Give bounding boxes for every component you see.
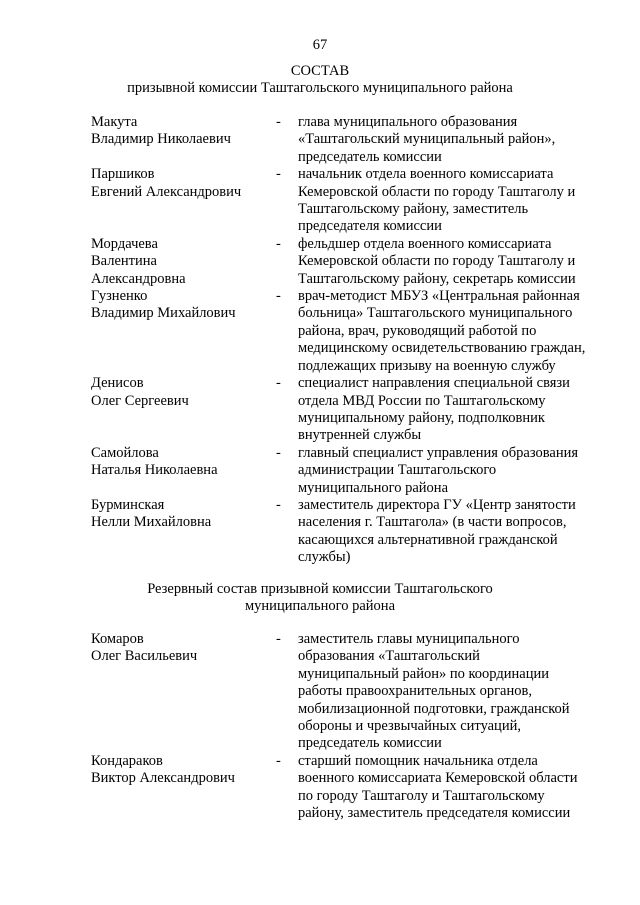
member-entry	[91, 375, 611, 445]
member-role-line: председатель комиссии	[298, 148, 442, 165]
member-name-line: Александровна	[91, 270, 186, 287]
member-name	[91, 753, 276, 823]
member-entry	[91, 631, 611, 753]
member-role	[298, 166, 601, 236]
reserve-members-list	[91, 631, 611, 822]
member-entry	[91, 445, 611, 497]
member-name	[91, 631, 276, 753]
commission-members-list	[91, 114, 611, 567]
member-name-line: Владимир Николаевич	[91, 131, 231, 148]
member-role	[298, 497, 601, 567]
member-name-line: Виктор Александрович	[91, 770, 235, 787]
member-name-line: Самойлова	[91, 444, 159, 461]
member-role-line: Кемеровской области по городу Таштаголу и	[298, 183, 576, 200]
member-role	[298, 375, 601, 445]
member-name	[91, 497, 276, 567]
member-name-line: Денисов	[91, 375, 144, 392]
member-dash: -	[276, 752, 281, 769]
member-role-line: работы правоохранительных органов,	[298, 683, 532, 700]
member-role-line: отдела МВД России по Таштагольскому	[298, 392, 546, 409]
member-role-line: района, врач, руководящий работой по	[298, 322, 537, 339]
member-name-line: Макута	[91, 114, 138, 130]
member-role-line: обороны и чрезвычайных ситуаций,	[298, 718, 521, 735]
member-role-line: Таштагольскому району, заместитель	[298, 201, 529, 218]
member-role-line: муниципальный район» по координации	[298, 665, 549, 682]
member-dash: -	[276, 114, 281, 130]
reserve-subtitle: муниципального района	[245, 598, 395, 614]
member-role-line: врач-методист МБУЗ «Центральная районная	[298, 288, 580, 305]
member-role-line: образования «Таштагольский	[298, 648, 480, 665]
member-name-line: Евгений Александрович	[91, 183, 242, 200]
member-dash: -	[276, 631, 281, 647]
member-name-line: Комаров	[91, 631, 144, 647]
member-role-line: председателя комиссии	[298, 218, 442, 235]
member-role-line: старший помощник начальника отдела	[298, 752, 538, 769]
member-dash: -	[276, 166, 281, 183]
member-role	[298, 753, 601, 823]
document-subtitle: призывной комиссии Таштагольского муниципального района	[127, 80, 513, 96]
member-role-line: населения г. Таштагола» (в части вопросов,	[298, 514, 567, 531]
member-entry	[91, 236, 611, 288]
member-role-line: военного комиссариата Кемеровской области	[298, 770, 578, 787]
member-name	[91, 375, 276, 445]
member-dash: -	[276, 496, 281, 513]
member-role-line: председатель комиссии	[298, 735, 442, 752]
member-name	[91, 288, 276, 375]
member-role-line: Кемеровской области по городу Таштаголу и	[298, 253, 576, 270]
member-role-line: глава муниципального образования	[298, 114, 518, 130]
member-role-line: медицинскому освидетельствованию граждан,	[298, 340, 586, 357]
document-title: СОСТАВ	[290, 63, 350, 79]
member-entry	[91, 497, 611, 567]
member-name	[91, 114, 276, 166]
member-role-line: касающихся альтернативной гражданской	[298, 531, 558, 548]
member-dash: -	[276, 288, 281, 305]
member-name-line: Бурминская	[91, 496, 165, 513]
member-role	[298, 114, 601, 166]
member-name-line: Паршиков	[91, 166, 155, 183]
member-name	[91, 236, 276, 288]
member-role-line: фельдшер отдела военного комиссариата	[298, 235, 552, 252]
member-name-line: Гузненко	[91, 288, 148, 305]
member-role-line: службы)	[298, 549, 351, 566]
page-number: 67	[312, 37, 328, 53]
member-role-line: подлежащих призыву на военную службу	[298, 357, 556, 374]
member-role	[298, 236, 601, 288]
reserve-title: Резервный состав призывной комиссии Таштагольского	[147, 581, 493, 597]
member-dash: -	[276, 375, 281, 392]
member-name-line: Кондараков	[91, 752, 163, 769]
member-name	[91, 166, 276, 236]
member-entry	[91, 166, 611, 236]
member-name-line: Владимир Михайлович	[91, 305, 236, 322]
member-role	[298, 288, 601, 375]
member-role	[298, 445, 601, 497]
member-role-line: «Таштагольский муниципальный район»,	[298, 131, 556, 148]
member-entry	[91, 288, 611, 375]
member-entry	[91, 753, 611, 823]
member-role-line: мобилизационной подготовки, гражданской	[298, 700, 570, 717]
member-name-line: Валентина	[91, 253, 157, 270]
member-role-line: заместитель главы муниципального	[298, 631, 520, 647]
member-role-line: больница» Таштагольского муниципального	[298, 305, 573, 322]
member-role-line: по городу Таштаголу и Таштагольскому	[298, 787, 545, 804]
member-role-line: главный специалист управления образования	[298, 444, 579, 461]
member-role-line: Таштагольскому району, секретарь комиссии	[298, 270, 576, 287]
member-role-line: внутренней службы	[298, 427, 422, 444]
member-role-line: заместитель директора ГУ «Центр занятости	[298, 496, 576, 513]
member-role-line: муниципальному району, подполковник	[298, 409, 545, 426]
member-name-line: Наталья Николаевна	[91, 462, 218, 479]
member-name-line: Мордачева	[91, 235, 158, 252]
member-name-line: Нелли Михайловна	[91, 514, 212, 531]
member-role-line: администрации Таштагольского	[298, 462, 497, 479]
member-role	[298, 631, 601, 753]
member-entry	[91, 114, 611, 166]
member-dash: -	[276, 235, 281, 252]
member-role-line: начальник отдела военного комиссариата	[298, 166, 554, 183]
member-name-line: Олег Васильевич	[91, 648, 198, 665]
member-name-line: Олег Сергеевич	[91, 392, 189, 409]
member-role-line: специалист направления специальной связи	[298, 375, 570, 392]
member-role-line: муниципального района	[298, 479, 448, 496]
member-role-line: району, заместитель председателя комиссии	[298, 805, 571, 822]
member-dash: -	[276, 444, 281, 461]
member-name	[91, 445, 276, 497]
